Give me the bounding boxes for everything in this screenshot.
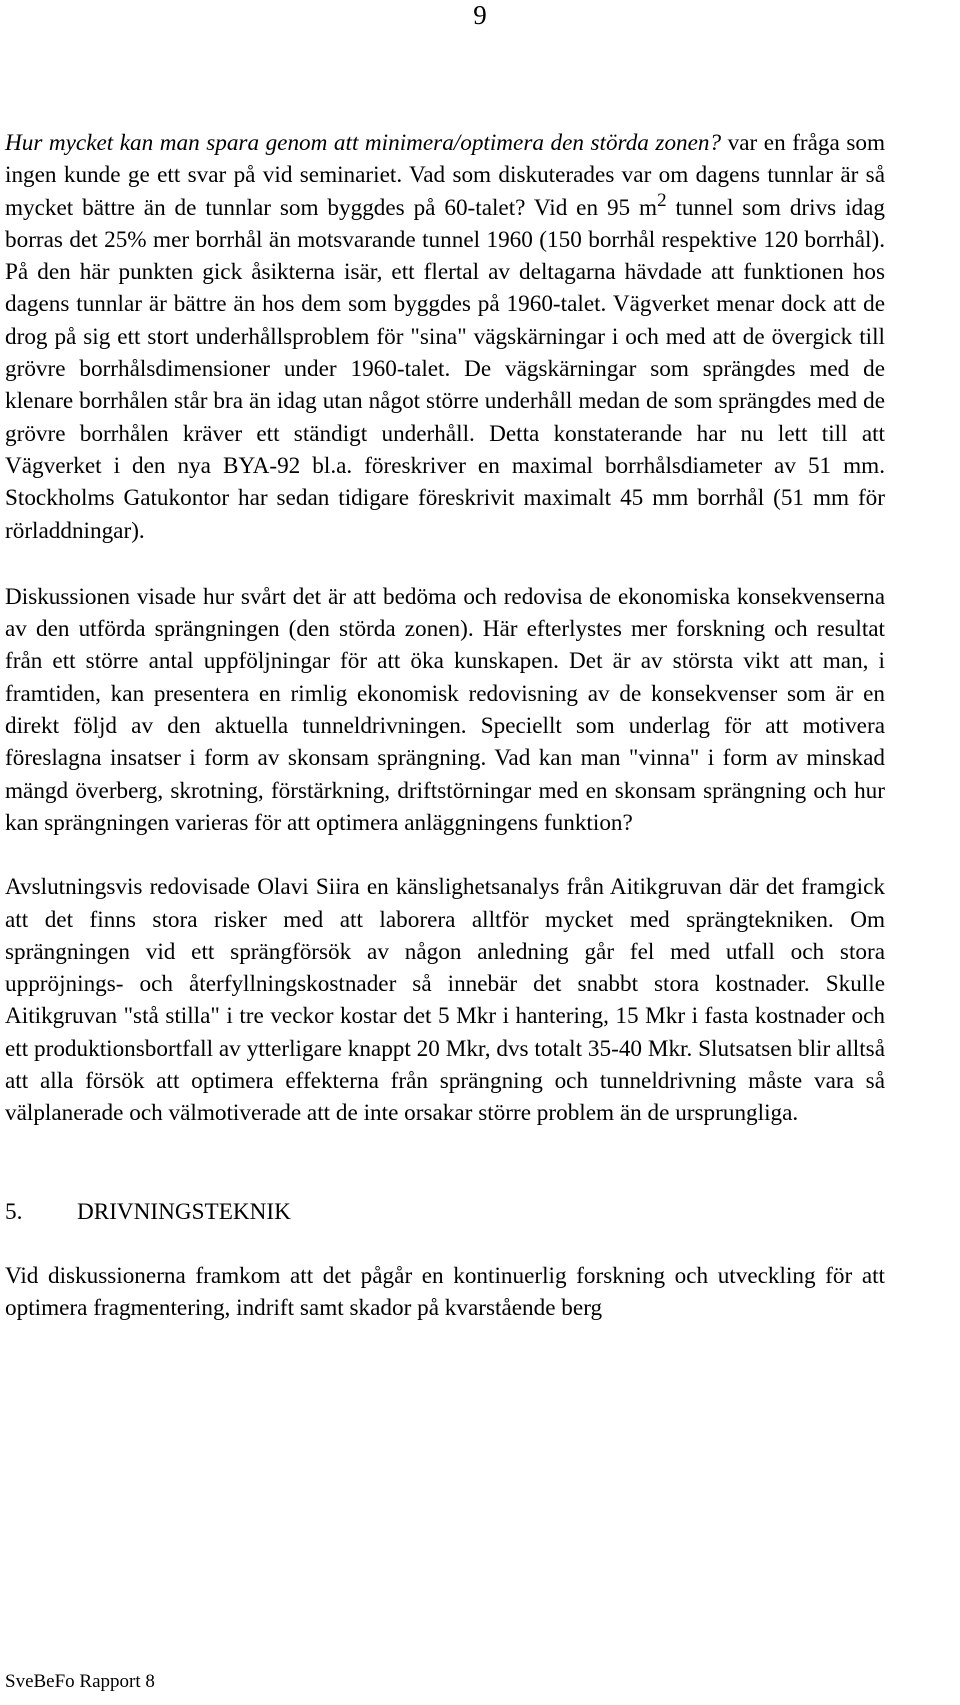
section-title: DRIVNINGSTEKNIK bbox=[77, 1198, 291, 1225]
paragraph-drilling-technique: Vid diskussionerna framkom att det pågår en kontinuerlig forskning och utveckling för att optimera fragmentering, indrift samt skador på kvarstående berg bbox=[5, 1262, 885, 1322]
paragraph-tunnel-comparison bbox=[5, 127, 885, 547]
paragraph-text-part-b: tunnel som drivs idag borras det 25% mer borrhål än motsvarande tunnel 1960 (150 borrhål respektive 120 borrhål). På den här punkten gick åsikterna isär, ett flertal av deltagarna hävdade att funktionen hos dagens tunnlar är bättre än hos dem som byggdes på 1960-talet. Vägverket menar dock att de drog på sig ett stort underhållsproblem för "sina" vägskärningar i och med att de övergick till grövre borrhålsdimensioner under 1960-talet. De vägskärningar som sprängdes med de klenare borrhålen står bra än idag utan något större underhåll medan de som sprängdes med de grövre borrhålen kräver ett ständigt underhåll. Detta konstaterande har nu lett till att Vägverket i den nya BYA-92 bl.a. föreskriver en maximal borrhålsdiameter av 51 mm. Stockholms Gatukontor har sedan tidigare föreskrivit maximalt 45 mm borrhål (51 mm för rörladdningar). bbox=[5, 194, 885, 544]
section-number: 5. bbox=[5, 1198, 23, 1225]
page-number: 9 bbox=[473, 0, 487, 30]
paragraph-economic-consequences: Diskussionen visade hur svårt det är att bedöma och redovisa de ekonomiska konsekvenserna av den utförda sprängningen (den störda zonen). Här efterlystes mer forskning och resultat från ett större antal uppföljningar för att öka kunskapen. Det är av största vikt att man, i framtiden, kan presentera en rimlig ekonomisk redovisning av de konsekvenser som är en direkt följd av den aktuella tunneldrivningen. Speciellt som underlag för att motivera föreslagna insatser i form av skonsam sprängning. Vad kan man "vinna" i form av minskad mängd överberg, skrotning, förstärkning, driftstörningar med en skonsam sprängning och hur kan sprängningen varieras för att optimera anläggningens funktion? bbox=[5, 583, 885, 836]
document-body bbox=[5, 127, 885, 1357]
paragraph-text-part-a: var en fråga som ingen kunde ge ett svar på vid seminariet. Vad som diskuterades var om dagens tunnlar är så mycket bättre än de tunnlar som byggdes på 60-talet? Vid en 95 m bbox=[5, 130, 885, 221]
paragraph-aitik-analysis: Avslutningsvis redovisade Olavi Siira en känslighetsanalys från Aitikgruvan där det framgick att det finns stora risker med att laborera alltför mycket med sprängtekniken. Om sprängningen vid ett sprängförsök av någon anledning går fel med utfall och stora uppröjnings- och återfyllningskostnader så innebär det snabbt stora kostnader. Skulle Aitikgruvan "stå stilla" i tre veckor kostar det 5 Mkr i hantering, 15 Mkr i fasta kostnader och ett produktionsbortfall av ytterligare knappt 20 Mkr, dvs totalt 35-40 Mkr. Slutsatsen blir alltså att alla försök att optimera effekterna från sprängning och tunneldrivning måste vara så välplanerade och välmotiverade att de inte orsakar större problem än de ursprungliga. bbox=[5, 874, 885, 1127]
italic-question: Hur mycket kan man spara genom att minimera/optimera den störda zonen? bbox=[5, 130, 722, 156]
footer-report-name: SveBeFo Rapport 8 bbox=[5, 1671, 155, 1692]
area-superscript: 2 bbox=[657, 189, 667, 211]
section-heading bbox=[5, 1196, 885, 1228]
